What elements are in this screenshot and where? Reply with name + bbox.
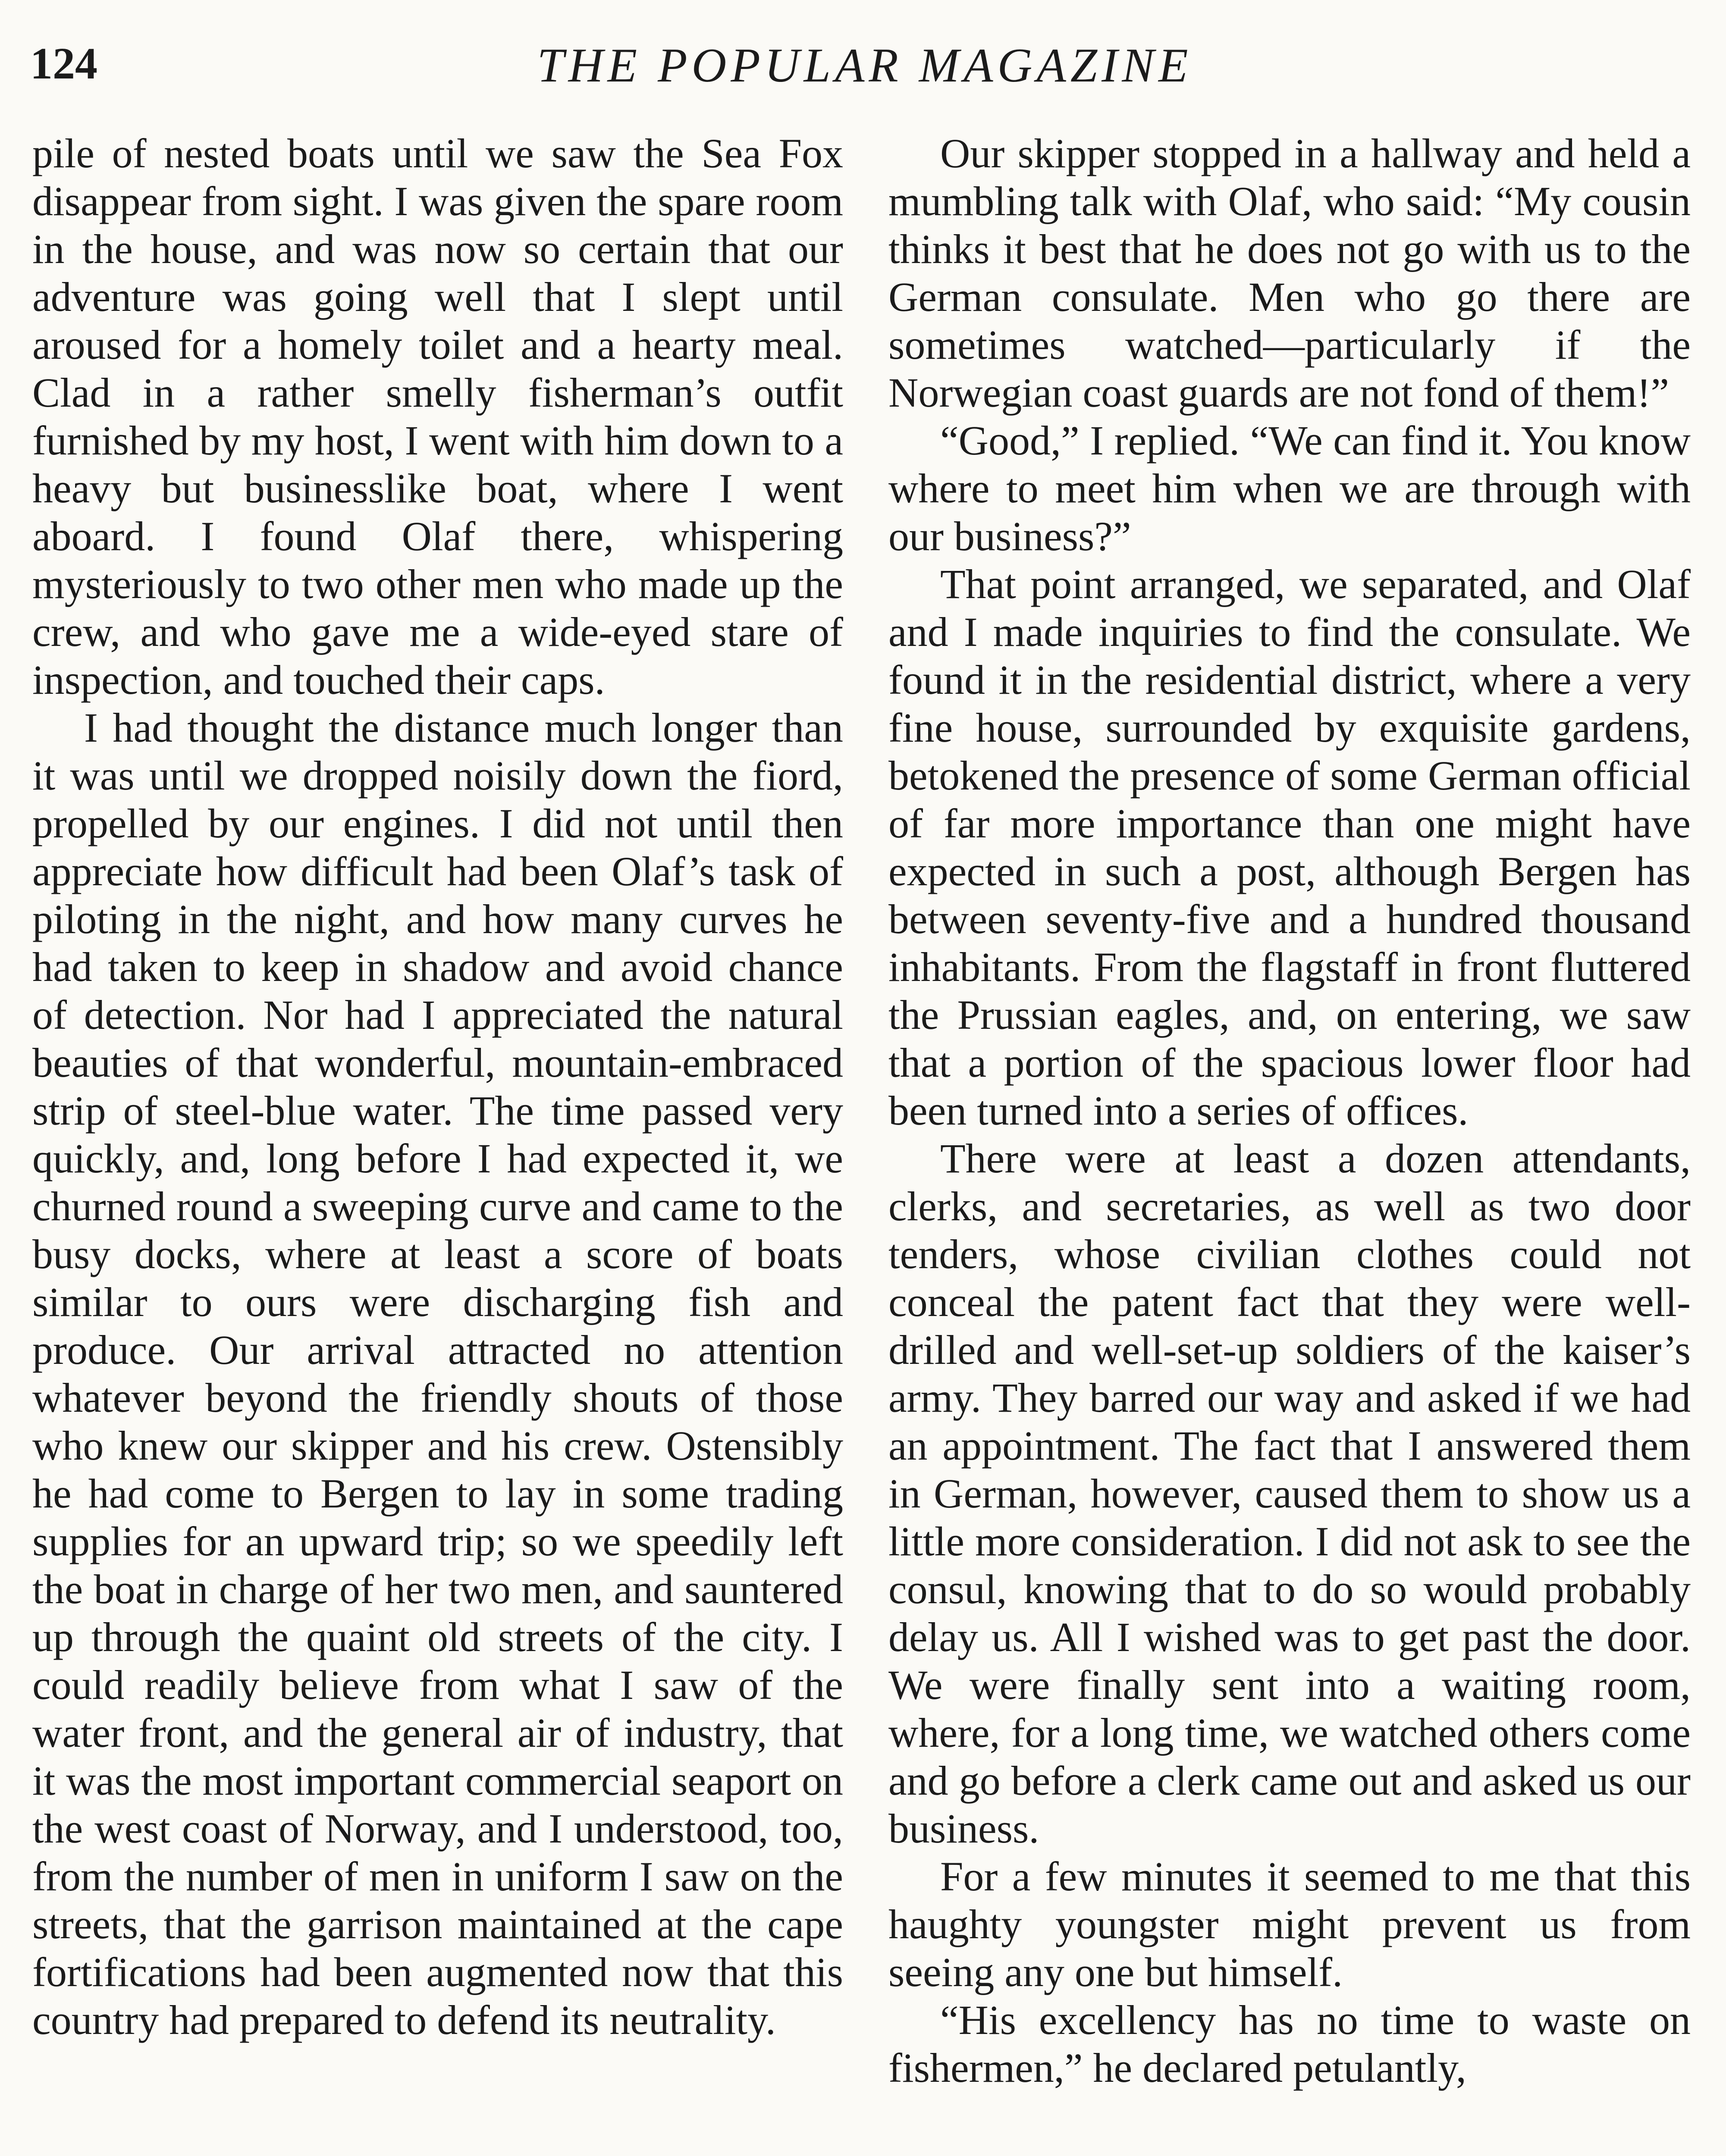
paragraph: “Good,” I replied. “We can find it. You know where to meet him when we are through with our business?”	[888, 417, 1691, 559]
page-number: 124	[30, 39, 97, 88]
paragraph: “His excellency has no time to waste on fishermen,” he declared petulantly,	[888, 1997, 1691, 2091]
paragraph: For a few minutes it seemed to me that this haughty youngster might prevent us from seeing any one but himself.	[888, 1853, 1691, 1995]
left-column	[32, 129, 843, 2044]
paragraph: I had thought the distance much longer than it was until we dropped noisily down the fiord, propelled by our engines. I did not until then appreciate how difficult had been Olaf’s task of piloting in the night, and how many curves he had taken to keep in shadow and avoid chance of detection. Nor had I appreciated the natural beauties of that wonderful, mountain-embraced strip of steel-blue water. The time passed very quickly, and, long before I had expected it, we churned round a sweeping curve and came to the busy docks, where at least a score of boats similar to ours were discharging fish and produce. Our arrival attracted no attention whatever beyond the friendly shouts of those who knew our skipper and his crew. Ostensibly he had come to Bergen to lay in some trading supplies for an upward trip; so we speedily left the boat in charge of her two men, and sauntered up through the quaint old streets of the city. I could readily believe from what I saw of the water front, and the general air of industry, that it was the most important commercial seaport on the west coast of Norway, and I understood, too, from the number of men in uniform I saw on the streets, that the garrison maintained at the cape fortifications had been augmented now that this country had prepared to defend its neutrality.	[32, 705, 843, 2043]
page-header	[30, 38, 1699, 103]
paragraph: pile of nested boats until we saw the Sea Fox disappear from sight. I was given the spare room in the house, and was now so certain that our adventure was going well that I slept until aroused for a homely toilet and a hearty meal. Clad in a rather smelly fisherman’s outfit furnished by my host, I went with him down to a heavy but businesslike boat, where I went aboard. I found Olaf there, whispering mysteriously to two other men who made up the crew, and who gave me a wide-eyed stare of inspection, and touched their caps.	[32, 130, 843, 703]
paragraph: That point arranged, we separated, and Olaf and I made inquiries to find the consulate. We found it in the residential district, where a very fine house, surrounded by exquisite gardens, betokened the presence of some German official of far more importance than one might have expected in such a post, although Bergen has between seventy-five and a hundred thousand inhabitants. From the flagstaff in front fluttered the Prussian eagles, and, on entering, we saw that a portion of the spacious lower floor had been turned into a series of offices.	[888, 561, 1691, 1134]
paragraph: Our skipper stopped in a hallway and held a mumbling talk with Olaf, who said: “My cousin thinks it best that he does not go with us to the German consulate. Men who go there are sometimes watched—particularly if the Norwegian coast guards are not fond of them!”	[888, 130, 1691, 416]
right-column	[888, 129, 1691, 2092]
paragraph: There were at least a dozen attendants, clerks, and secretaries, as well as two door tenders, whose civilian clothes could not conceal the patent fact that they were well-drilled and well-set-up soldiers of the kaiser’s army. They barred our way and asked if we had an appointment. The fact that I answered them in German, however, caused them to show us a little more consideration. I did not ask to see the consul, knowing that to do so would probably delay us. All I wished was to get past the door. We were finally sent into a waiting room, where, for a long time, we watched others come and go before a clerk came out and asked us our business.	[888, 1135, 1691, 1852]
running-title: THE POPULAR MAGAZINE	[537, 39, 1193, 92]
